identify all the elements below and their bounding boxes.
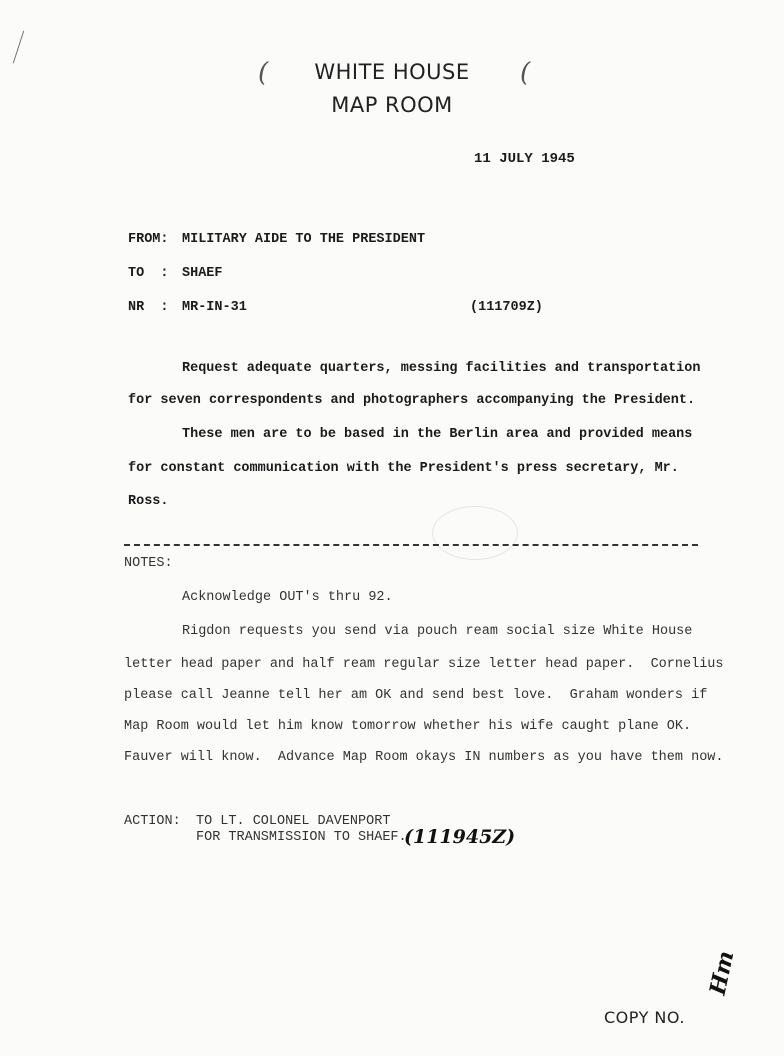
faint-archive-stamp: [432, 506, 518, 560]
body-para2-line2: for constant communication with the President's press secretary, Mr.: [128, 461, 679, 476]
nr-label: NR :: [128, 300, 169, 315]
header-line-1: WHITE HOUSE: [314, 60, 470, 84]
right-bracket-mark: (: [520, 58, 531, 88]
handwritten-dtg: (111945Z): [404, 826, 516, 848]
from-label: FROM:: [128, 232, 169, 247]
action-line-2: FOR TRANSMISSION TO SHAEF.: [196, 830, 407, 845]
copy-number-label: COPY NO.: [604, 1008, 685, 1027]
body-para2-line3: Ross.: [128, 494, 169, 509]
handwritten-initials: Hm: [704, 948, 740, 998]
date-time-group: (111709Z): [470, 300, 543, 315]
to-value: SHAEF: [182, 266, 223, 281]
notes-line-5: Map Room would let him know tomorrow whether his wife caught plane OK.: [124, 719, 692, 734]
notes-line-4: please call Jeanne tell her am OK and send best love. Graham wonders if: [124, 688, 708, 703]
action-line-1: TO LT. COLONEL DAVENPORT: [196, 814, 391, 829]
nr-value: MR-IN-31: [182, 300, 247, 315]
header-line-2: MAP ROOM: [331, 93, 453, 117]
notes-line-2: Rigdon requests you send via pouch ream social size White House: [182, 624, 693, 639]
from-value: MILITARY AIDE TO THE PRESIDENT: [182, 232, 426, 247]
notes-divider: [124, 544, 698, 546]
to-label: TO :: [128, 266, 169, 281]
body-para1-line2: for seven correspondents and photographers accompanying the President.: [128, 393, 696, 408]
left-bracket-mark: (: [258, 58, 269, 88]
notes-line-6: Fauver will know. Advance Map Room okays IN numbers as you have them now.: [124, 750, 724, 765]
body-para1-line1: Request adequate quarters, messing facilities and transportation: [182, 361, 701, 376]
edge-mark: [13, 31, 24, 64]
notes-label: NOTES:: [124, 556, 173, 571]
notes-line-3: letter head paper and half ream regular size letter head paper. Cornelius: [124, 657, 724, 672]
message-date: 11 JULY 1945: [474, 151, 575, 167]
action-label: ACTION:: [124, 814, 181, 829]
notes-line-1: Acknowledge OUT's thru 92.: [182, 590, 393, 605]
body-para2-line1: These men are to be based in the Berlin area and provided means: [182, 427, 693, 442]
